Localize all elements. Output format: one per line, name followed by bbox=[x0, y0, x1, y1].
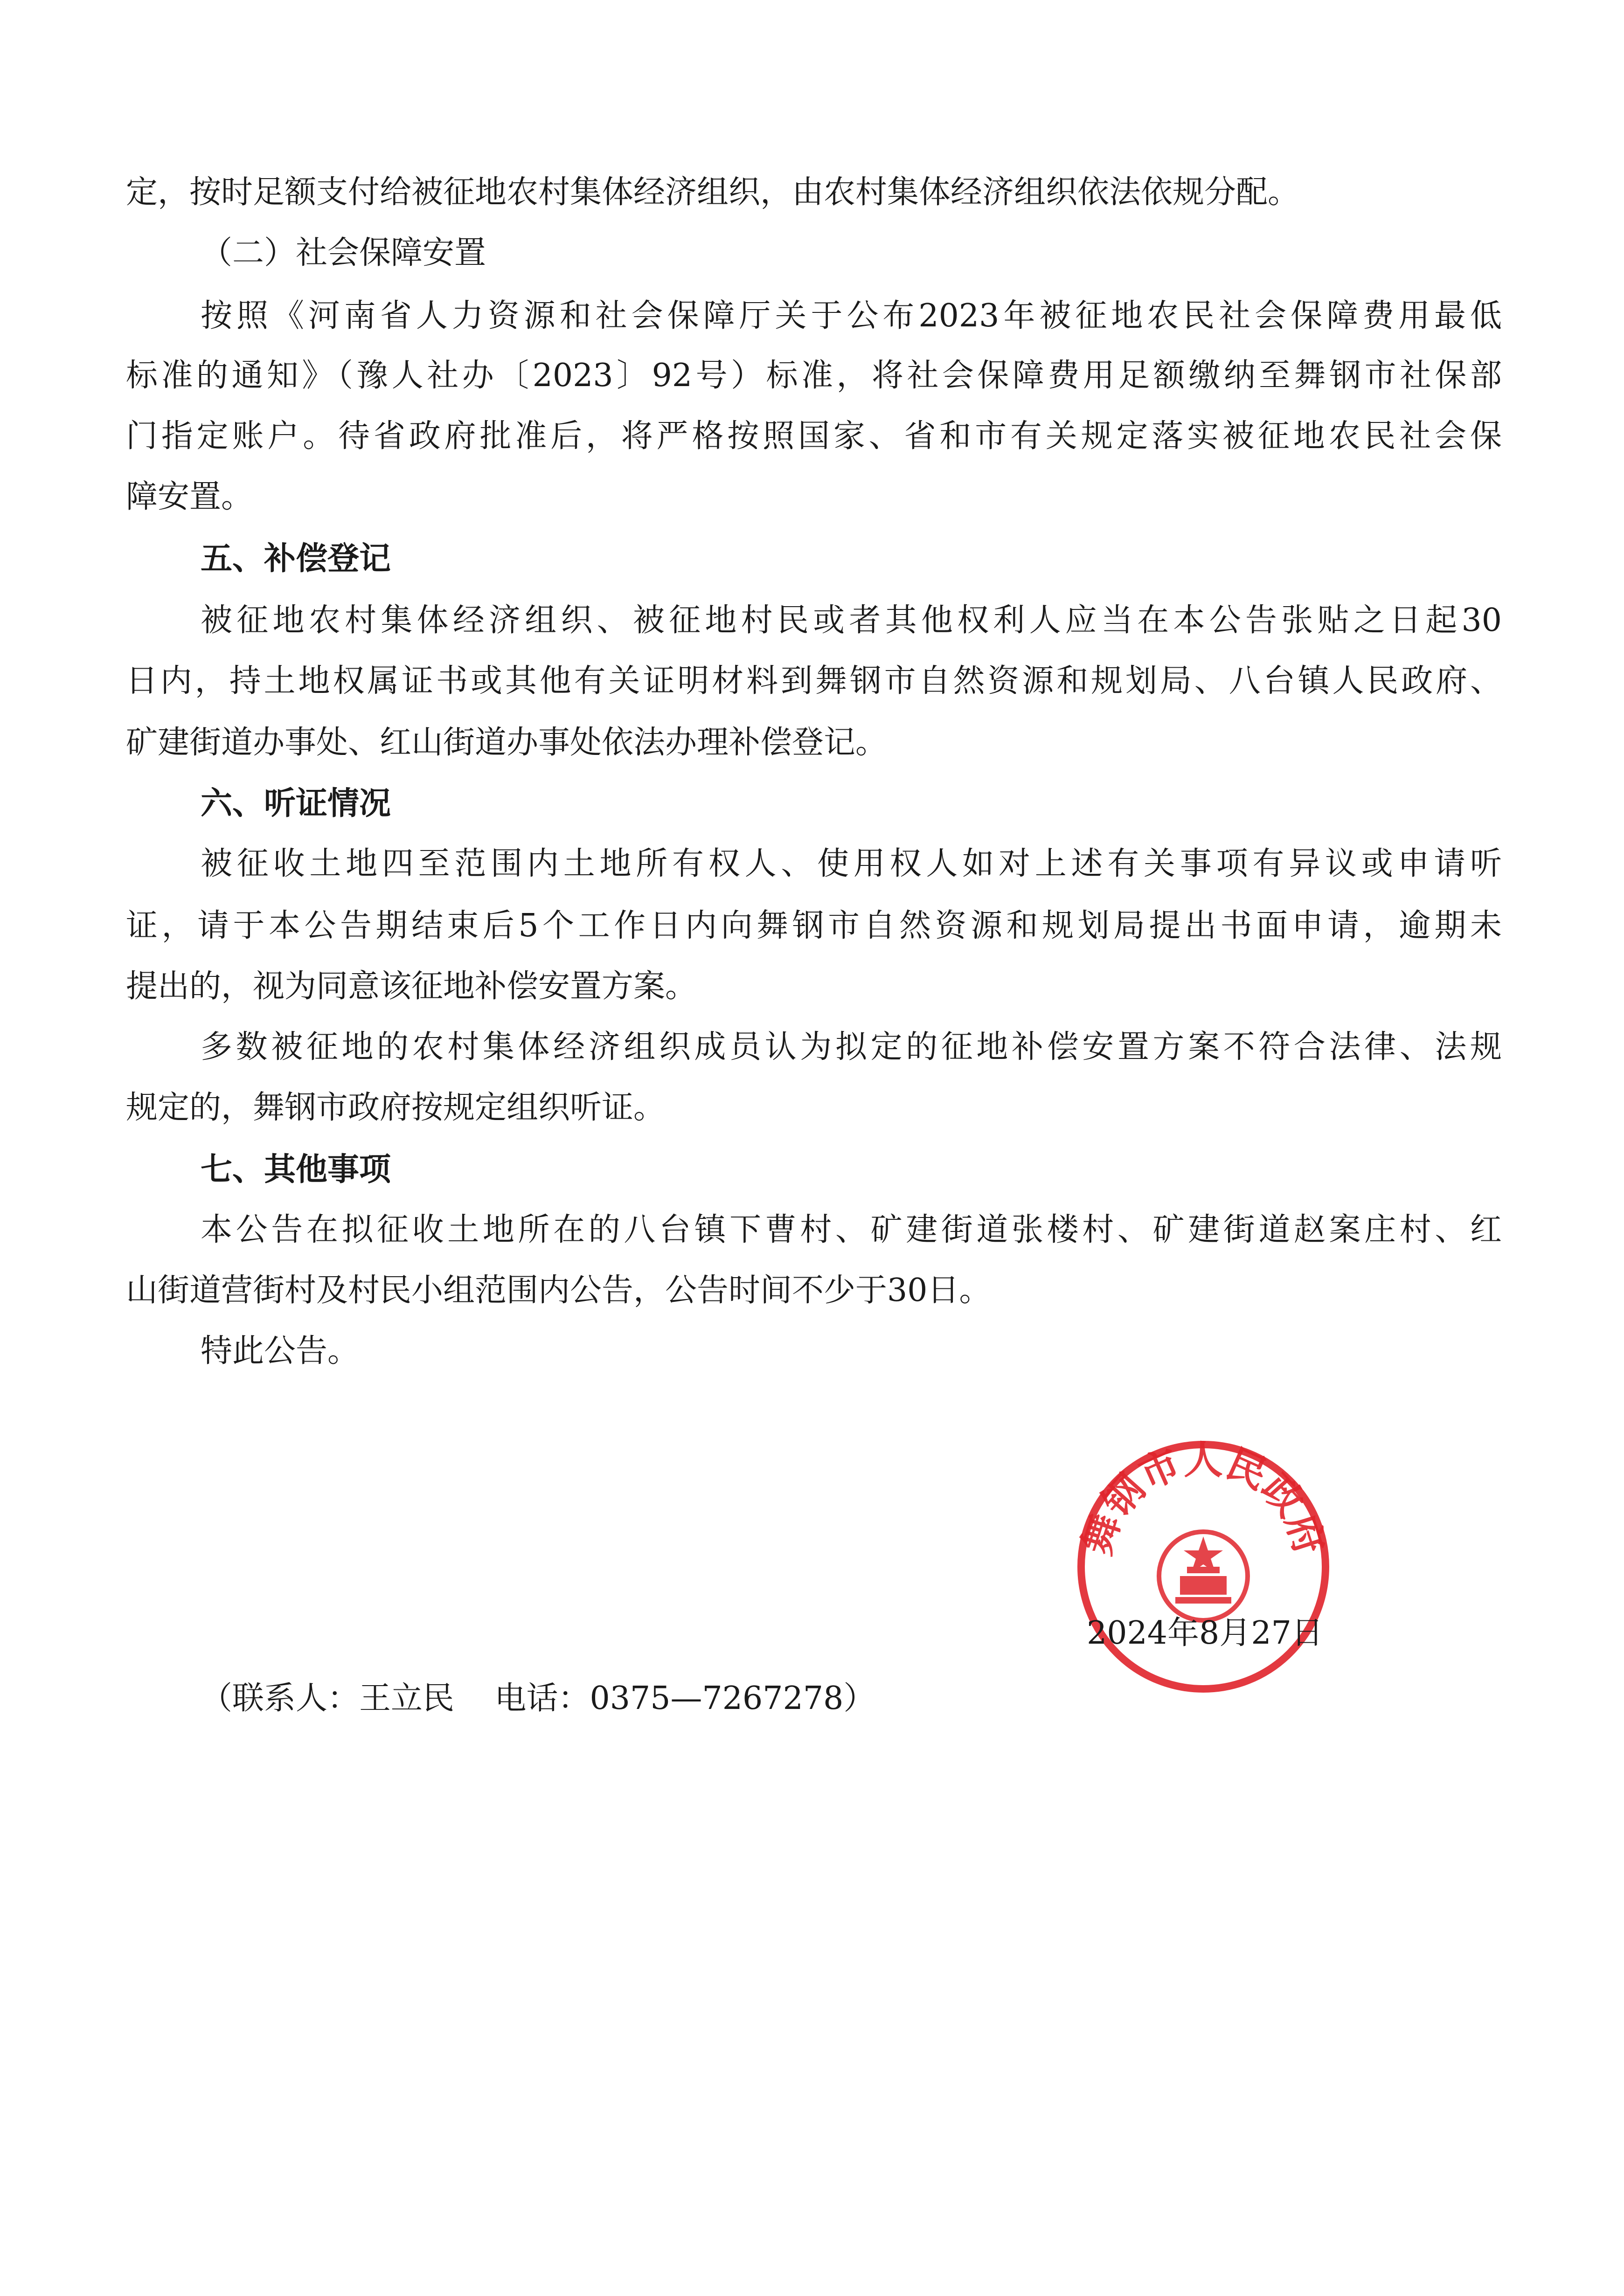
paragraph-line: 提出的，视为同意该征地补偿安置方案。 bbox=[126, 968, 697, 1005]
paragraph-line: 矿建街道办事处、红山街道办事处依法办理补偿登记。 bbox=[126, 724, 888, 761]
paragraph-line: 门指定账户。待省政府批准后，将严格按照国家、省和市有关规定落实被征地农民社会保 bbox=[126, 418, 1502, 455]
paragraph-line: 被征收土地四至范围内土地所有权人、使用权人如对上述有关事项有异议或申请听 bbox=[201, 845, 1502, 882]
paragraph-line: 按照《河南省人力资源和社会保障厅关于公布2023年被征地农民社会保障费用最低 bbox=[201, 297, 1502, 334]
paragraph-line: 被征地农村集体经济组织、被征地村民或者其他权利人应当在本公告张贴之日起30 bbox=[201, 602, 1502, 639]
emblem-icon bbox=[1159, 1532, 1248, 1620]
issue-date: 2024年8月27日 bbox=[1087, 1615, 1323, 1652]
paragraph-line: 本公告在拟征收土地所在的八台镇下曹村、矿建街道张楼村、矿建街道赵案庄村、红 bbox=[201, 1211, 1502, 1248]
contact-info: （联系人：王立民 电话：0375—7267278） bbox=[201, 1680, 875, 1717]
paragraph-line: 证，请于本公告期结束后5个工作日内向舞钢市自然资源和规划局提出书面申请，逾期未 bbox=[126, 907, 1502, 944]
official-seal bbox=[1073, 1436, 1334, 1697]
section-heading: 七、其他事项 bbox=[201, 1151, 391, 1188]
paragraph-line: 山街道营街村及村民小组范围内公告，公告时间不少于30日。 bbox=[126, 1272, 991, 1309]
section-heading: 五、补偿登记 bbox=[201, 540, 391, 577]
paragraph-line: 定，按时足额支付给被征地农村集体经济组织，由农村集体经济组织依法依规分配。 bbox=[126, 174, 1300, 211]
paragraph-line: 日内，持土地权属证书或其他有关证明材料到舞钢市自然资源和规划局、八台镇人民政府、 bbox=[126, 663, 1502, 699]
paragraph-line: 规定的，舞钢市政府按规定组织听证。 bbox=[126, 1089, 666, 1126]
paragraph-line: 多数被征地的农村集体经济组织成员认为拟定的征地补偿安置方案不符合法律、法规 bbox=[201, 1029, 1502, 1065]
paragraph-line: 障安置。 bbox=[126, 478, 253, 515]
section-heading: 六、听证情况 bbox=[201, 785, 391, 822]
svg-text:舞钢市人民政府: 舞钢市人民政府 bbox=[1073, 1436, 1333, 1560]
closing-line: 特此公告。 bbox=[201, 1333, 360, 1369]
subheading: （二）社会保障安置 bbox=[201, 235, 486, 271]
paragraph-line: 标准的通知》（豫人社办〔2023〕92号）标准，将社会保障费用足额缴纳至舞钢市社保部 bbox=[126, 357, 1502, 394]
